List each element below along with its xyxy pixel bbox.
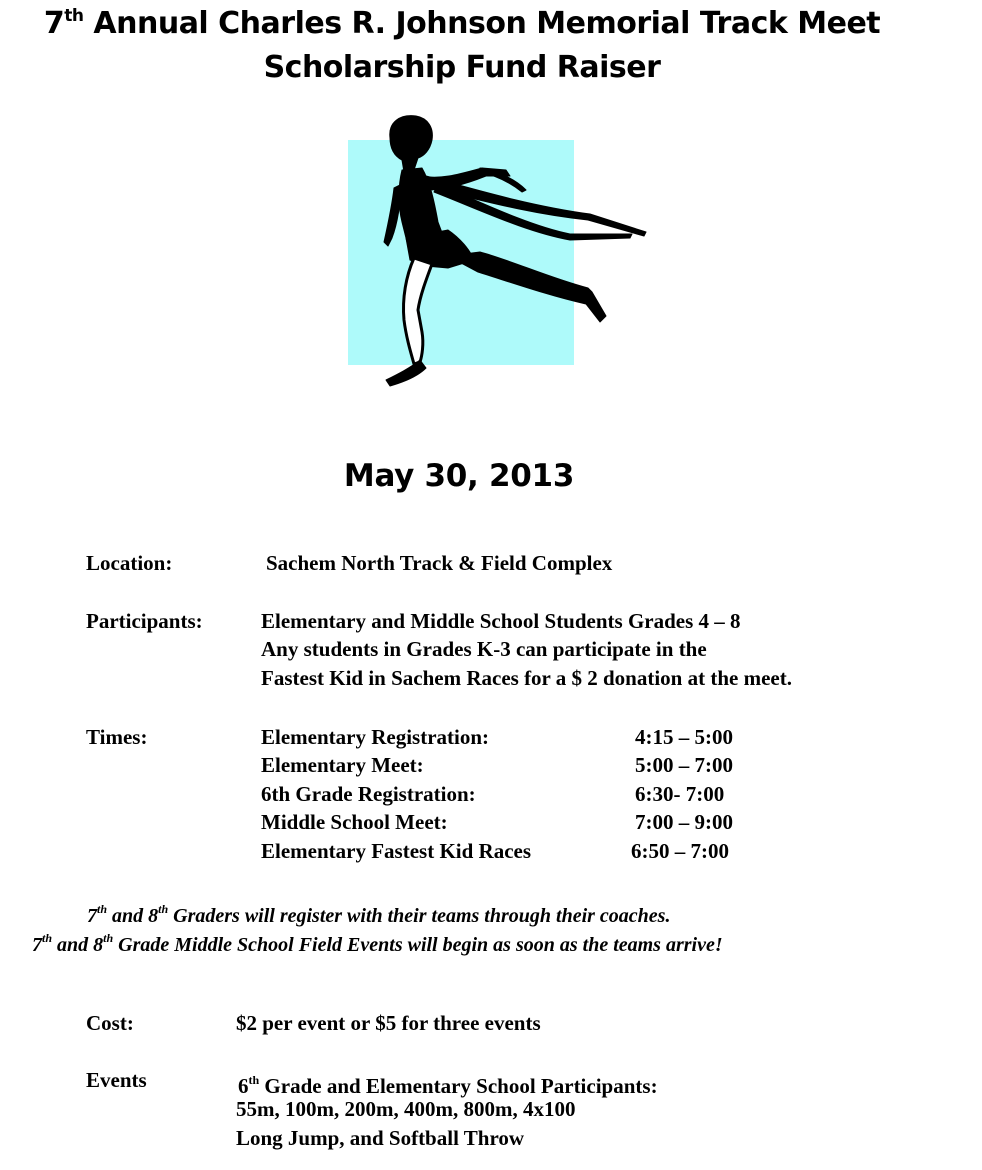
event-date: May 30, 2013 (343, 458, 575, 494)
participants-line: Elementary and Middle School Students Grades 4 – 8 (261, 609, 741, 633)
events-line: 55m, 100m, 200m, 400m, 800m, 4x100 (236, 1097, 576, 1121)
events-label: Events (86, 1068, 147, 1092)
cost-value: $2 per event or $5 for three events (236, 1011, 541, 1035)
time-row-time: 4:15 – 5:00 (635, 725, 733, 749)
participants-line: Any students in Grades K-3 can participate in the (261, 637, 707, 661)
times-label: Times: (86, 725, 148, 749)
title-text: Annual Charles R. Johnson Memorial Track Meet (83, 6, 881, 41)
flyer-subtitle: Scholarship Fund Raiser (263, 50, 661, 85)
location-label: Location: (86, 551, 173, 575)
location-value: Sachem North Track & Field Complex (266, 551, 613, 575)
time-row-time: 5:00 – 7:00 (635, 753, 733, 777)
time-row-name: Elementary Fastest Kid Races (261, 839, 532, 863)
registration-note: 7th and 8th Graders will register with their teams through their coaches. (87, 902, 671, 927)
participants-line: Fastest Kid in Sachem Races for a $ 2 donation at the meet. (261, 666, 792, 690)
flyer-title (0, 6, 924, 41)
events-line: Long Jump, and Softball Throw (236, 1126, 525, 1150)
title-ordinal-number: 7 (43, 6, 65, 41)
time-row-time: 6:50 – 7:00 (631, 839, 729, 863)
participants-label: Participants: (86, 609, 203, 633)
cost-label: Cost: (86, 1011, 134, 1035)
time-row-name: Elementary Registration: (261, 725, 490, 749)
runner-breaking-tape-icon (330, 110, 660, 400)
time-row-time: 6:30- 7:00 (635, 782, 725, 806)
events-heading: 6th Grade and Elementary School Participants: (238, 1073, 658, 1098)
time-row-time: 7:00 – 9:00 (635, 810, 733, 834)
title-ordinal-suffix: th (64, 6, 84, 26)
time-row-name: 6th Grade Registration: (261, 782, 476, 806)
time-row-name: Middle School Meet: (261, 810, 448, 834)
time-row-name: Elementary Meet: (261, 753, 424, 777)
field-events-note: 7th and 8th Grade Middle School Field Events will begin as soon as the teams arrive! (32, 931, 723, 956)
